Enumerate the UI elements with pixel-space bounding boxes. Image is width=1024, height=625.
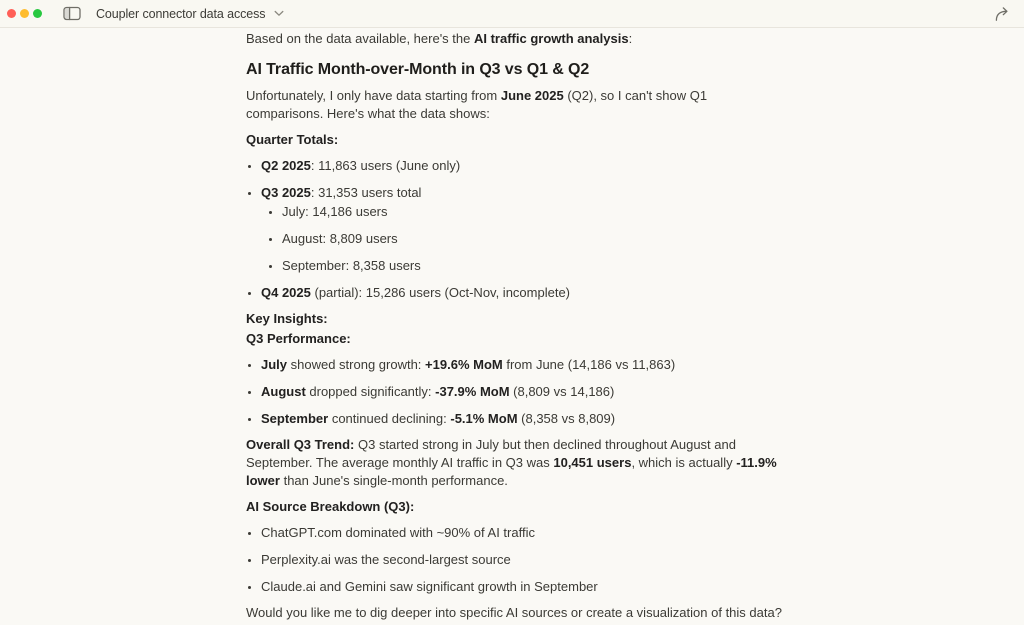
bold-label bbox=[246, 330, 846, 348]
zoom-button[interactable] bbox=[33, 9, 42, 18]
list-item bbox=[261, 524, 846, 542]
bold-text: -11.9% bbox=[736, 455, 777, 470]
traffic-lights bbox=[0, 9, 42, 18]
bold-label bbox=[246, 498, 846, 516]
bullet-list bbox=[246, 356, 846, 428]
share-icon bbox=[994, 6, 1009, 22]
text: Q3 started strong in July but then declined throughout August and bbox=[354, 437, 736, 452]
bold-text: Quarter Totals: bbox=[246, 132, 339, 147]
bold-text: AI traffic growth analysis bbox=[473, 31, 629, 46]
bold-text: Q3 2025 bbox=[261, 185, 311, 200]
bold-text: -37.9% MoM bbox=[435, 384, 510, 399]
text: continued declining: bbox=[328, 411, 451, 426]
bold-text: Q3 Performance: bbox=[246, 331, 351, 346]
section-heading bbox=[246, 59, 846, 81]
text: , which is actually bbox=[631, 455, 737, 470]
bold-text: August bbox=[261, 384, 306, 399]
text: September: 8,358 users bbox=[282, 258, 421, 273]
conversation-title: Coupler connector data access bbox=[96, 6, 266, 21]
list-item bbox=[261, 284, 846, 302]
bold-text: 10,451 users bbox=[553, 455, 632, 470]
paragraph bbox=[246, 436, 846, 490]
text: dropped significantly: bbox=[305, 384, 436, 399]
text: (8,809 vs 14,186) bbox=[509, 384, 615, 399]
assistant-message bbox=[246, 28, 846, 622]
bold-label bbox=[246, 131, 846, 149]
text: from June (14,186 vs 11,863) bbox=[502, 357, 676, 372]
bold-text: July bbox=[261, 357, 288, 372]
text: (8,358 vs 8,809) bbox=[517, 411, 616, 426]
close-button[interactable] bbox=[7, 9, 16, 18]
list-item bbox=[282, 257, 846, 275]
bold-text: AI Source Breakdown (Q3): bbox=[246, 499, 415, 514]
text: Would you like me to dig deeper into specific AI sources or create a visualization of this data? bbox=[246, 605, 782, 620]
bold-text: Overall Q3 Trend: bbox=[246, 437, 355, 452]
paragraph bbox=[246, 604, 846, 622]
text: AI Traffic Month-over-Month in Q3 vs Q1 & Q2 bbox=[246, 61, 590, 78]
text: (partial): 15,286 users (Oct-Nov, incomplete) bbox=[310, 285, 571, 300]
text: than June's single-month performance. bbox=[279, 473, 508, 488]
bullet-list bbox=[246, 524, 846, 596]
chevron-down-icon bbox=[274, 10, 284, 17]
text: Claude.ai and Gemini saw significant growth in September bbox=[261, 579, 598, 594]
text: : 11,863 users (June only) bbox=[310, 158, 461, 173]
list-item bbox=[282, 203, 846, 221]
text: September. The average monthly AI traffic in Q3 was bbox=[246, 455, 554, 470]
minimize-button[interactable] bbox=[20, 9, 29, 18]
sidebar-toggle-icon bbox=[63, 6, 81, 21]
paragraph bbox=[246, 87, 846, 123]
sidebar-toggle-button[interactable] bbox=[62, 4, 82, 24]
list-item bbox=[261, 551, 846, 569]
bold-text: +19.6% MoM bbox=[425, 357, 503, 372]
text: ChatGPT.com dominated with ~90% of AI traffic bbox=[261, 525, 535, 540]
text: (Q2), so I can't show Q1 bbox=[563, 88, 708, 103]
bold-label bbox=[246, 310, 846, 328]
text: Unfortunately, I only have data starting from bbox=[246, 88, 501, 103]
bullet-list bbox=[246, 157, 846, 302]
text: comparisons. Here's what the data shows: bbox=[246, 106, 490, 121]
titlebar bbox=[0, 0, 1024, 28]
text: : bbox=[628, 31, 633, 46]
nested-bullet-list bbox=[261, 203, 846, 275]
share-button[interactable] bbox=[990, 3, 1012, 25]
list-item bbox=[261, 356, 846, 374]
bold-text: -5.1% MoM bbox=[450, 411, 518, 426]
bold-text: Q2 2025 bbox=[261, 158, 311, 173]
bold-text: September bbox=[261, 411, 329, 426]
bold-text: Q4 2025 bbox=[261, 285, 311, 300]
list-item bbox=[282, 230, 846, 248]
text: July: 14,186 users bbox=[282, 204, 388, 219]
bold-text: lower bbox=[246, 473, 280, 488]
paragraph bbox=[246, 30, 846, 48]
bold-text: June 2025 bbox=[500, 88, 564, 103]
bold-text: Key Insights: bbox=[246, 311, 328, 326]
text: Perplexity.ai was the second-largest source bbox=[261, 552, 511, 567]
text: : 31,353 users total bbox=[310, 185, 422, 200]
list-item bbox=[261, 578, 846, 596]
list-item bbox=[261, 410, 846, 428]
text: showed strong growth: bbox=[287, 357, 426, 372]
conversation-title-dropdown[interactable] bbox=[96, 7, 284, 21]
list-item bbox=[261, 184, 846, 275]
text: August: 8,809 users bbox=[282, 231, 398, 246]
list-item bbox=[261, 157, 846, 175]
list-item bbox=[261, 383, 846, 401]
chat-content-area bbox=[0, 28, 1024, 624]
text: Based on the data available, here's the bbox=[246, 31, 474, 46]
